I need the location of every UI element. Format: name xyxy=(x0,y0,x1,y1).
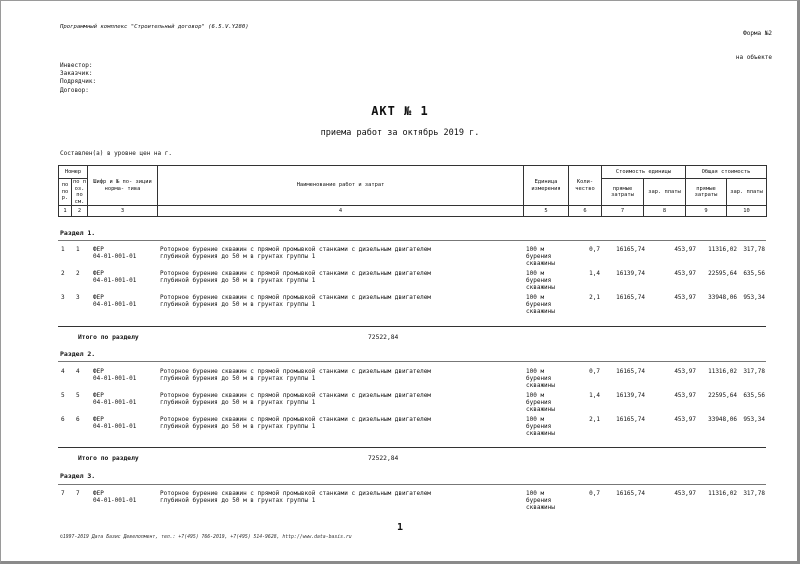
row-unit-3: скважины xyxy=(526,430,555,437)
header-total-cost: Общая стоимость xyxy=(686,166,767,179)
row-unit-3: скважины xyxy=(526,504,555,511)
row-qty: 0,7 xyxy=(589,490,600,497)
header-number: Номер xyxy=(59,166,88,179)
price-level-note: Составлен(а) в уровне цен на г. xyxy=(60,150,172,157)
row-unit xyxy=(526,490,555,511)
row-name xyxy=(160,294,431,308)
row-unit-2: бурения xyxy=(526,497,552,504)
table-row xyxy=(58,490,766,512)
row-poz: 1 xyxy=(76,246,80,253)
row-wages-total: 953,34 xyxy=(743,294,765,301)
row-poz: 4 xyxy=(76,368,80,375)
row-name xyxy=(160,416,431,430)
row-name xyxy=(160,490,431,504)
row-code-1: ФЕР xyxy=(93,392,104,399)
row-por: 5 xyxy=(61,392,65,399)
row-wages-total: 317,78 xyxy=(743,368,765,375)
row-qty: 1,4 xyxy=(589,270,600,277)
row-name-1: Роторное бурение скважин с прямой промывкой станками с дизельным двигателем xyxy=(160,246,431,253)
row-code xyxy=(93,294,136,308)
investor-label: Инвестор: xyxy=(60,62,93,69)
row-name-2: глубиной бурения до 50 м в грунтах группы 1 xyxy=(160,277,316,284)
row-direct: 16165,74 xyxy=(616,416,645,423)
row-direct-total: 11316,02 xyxy=(708,490,737,497)
row-unit-1: 100 м xyxy=(526,392,545,399)
row-unit-1: 100 м xyxy=(526,270,545,277)
col-num-6: 6 xyxy=(569,206,602,217)
form-number: Форма №2 xyxy=(743,30,772,37)
header-unit: Единица измерения xyxy=(524,166,569,206)
row-code-2: 04-01-001-01 xyxy=(93,497,137,504)
row-unit-3: скважины xyxy=(526,284,555,291)
act-title: АКТ № 1 xyxy=(371,104,429,118)
row-unit-1: 100 м xyxy=(526,294,545,301)
row-code xyxy=(93,368,136,382)
col-num-3: 3 xyxy=(88,206,158,217)
row-wages: 453,97 xyxy=(674,416,696,423)
header-unit-cost: Стоимость единицы xyxy=(602,166,686,179)
row-unit-1: 100 м xyxy=(526,490,545,497)
row-name-2: глубиной бурения до 50 м в грунтах группы 1 xyxy=(160,301,316,308)
section-title: Раздел 1. xyxy=(60,229,96,237)
header-direct-costs: прямые затраты xyxy=(602,179,644,206)
row-code xyxy=(93,490,136,504)
col-num-8: 8 xyxy=(644,206,686,217)
row-code-2: 04-01-001-01 xyxy=(93,301,137,308)
row-code-1: ФЕР xyxy=(93,294,104,301)
row-unit xyxy=(526,246,555,267)
header-po-por: по по р. xyxy=(59,179,72,206)
row-por: 1 xyxy=(61,246,65,253)
row-unit xyxy=(526,368,555,389)
col-num-2: 2 xyxy=(72,206,88,217)
section-title: Раздел 3. xyxy=(60,472,96,480)
row-wages-total: 317,78 xyxy=(743,490,765,497)
header-wages-total: зар. платы xyxy=(727,179,767,206)
col-num-7: 7 xyxy=(602,206,644,217)
table-row xyxy=(58,416,766,438)
row-unit-1: 100 м xyxy=(526,246,545,253)
row-name-1: Роторное бурение скважин с прямой промывкой станками с дизельным двигателем xyxy=(160,294,431,301)
row-por: 2 xyxy=(61,270,65,277)
row-code-1: ФЕР xyxy=(93,368,104,375)
row-poz: 6 xyxy=(76,416,80,423)
divider xyxy=(58,240,766,241)
divider xyxy=(58,361,766,362)
contractor-label: Подрядчик: xyxy=(60,78,97,86)
row-wages: 453,97 xyxy=(674,368,696,375)
row-name-1: Роторное бурение скважин с прямой промывкой станками с дизельным двигателем xyxy=(160,392,431,399)
row-unit-2: бурения xyxy=(526,375,552,382)
row-name-1: Роторное бурение скважин с прямой промывкой станками с дизельным двигателем xyxy=(160,270,431,277)
row-wages: 453,97 xyxy=(674,392,696,399)
row-name xyxy=(160,392,431,406)
table-row xyxy=(58,392,766,414)
row-code-1: ФЕР xyxy=(93,270,104,277)
row-direct-total: 33948,06 xyxy=(708,294,737,301)
row-qty: 2,1 xyxy=(589,294,600,301)
col-num-9: 9 xyxy=(686,206,727,217)
row-qty: 1,4 xyxy=(589,392,600,399)
row-unit xyxy=(526,392,555,413)
row-unit-2: бурения xyxy=(526,399,552,406)
row-unit xyxy=(526,294,555,315)
row-direct: 16165,74 xyxy=(616,368,645,375)
table-row xyxy=(58,246,766,268)
row-unit-2: бурения xyxy=(526,301,552,308)
row-name-1: Роторное бурение скважин с прямой промывкой станками с дизельным двигателем xyxy=(160,368,431,375)
divider xyxy=(58,447,766,448)
row-code-1: ФЕР xyxy=(93,416,104,423)
header-code: Шифр и № по- зиции норма- тива xyxy=(88,166,158,206)
row-direct-total: 22595,64 xyxy=(708,270,737,277)
header-quantity: Коли- чество xyxy=(569,166,602,206)
footer-copyright: ©1997-2019 Дата Базис Девелопмент, тел.: +7(495) 766-2019, +7(495) 514-9628, http://www.data-basis.ru xyxy=(60,535,352,540)
section-total-value: 72522,84 xyxy=(368,455,399,462)
row-unit-2: бурения xyxy=(526,253,552,260)
row-name-2: глубиной бурения до 50 м в грунтах группы 1 xyxy=(160,423,316,430)
row-code xyxy=(93,392,136,406)
row-unit-3: скважины xyxy=(526,382,555,389)
row-unit-3: скважины xyxy=(526,260,555,267)
row-name-1: Роторное бурение скважин с прямой промывкой станками с дизельным двигателем xyxy=(160,490,431,497)
section-total-value: 72522,84 xyxy=(368,334,399,341)
row-poz: 2 xyxy=(76,270,80,277)
row-qty: 0,7 xyxy=(589,246,600,253)
row-code xyxy=(93,270,136,284)
row-name xyxy=(160,368,431,382)
table-row xyxy=(58,368,766,390)
row-wages: 453,97 xyxy=(674,294,696,301)
row-unit-1: 100 м xyxy=(526,368,545,375)
row-name-1: Роторное бурение скважин с прямой промывкой станками с дизельным двигателем xyxy=(160,416,431,423)
row-unit xyxy=(526,270,555,291)
table-row xyxy=(58,294,766,316)
section-title: Раздел 2. xyxy=(60,350,96,358)
table-header xyxy=(58,165,767,217)
row-wages-total: 635,56 xyxy=(743,270,765,277)
row-por: 6 xyxy=(61,416,65,423)
row-code xyxy=(93,416,136,430)
row-code xyxy=(93,246,136,260)
section-total-label: Итого по разделу xyxy=(78,334,139,341)
row-unit-2: бурения xyxy=(526,277,552,284)
col-num-1: 1 xyxy=(59,206,72,217)
header-direct-costs-total: прямые затраты xyxy=(686,179,727,206)
divider xyxy=(58,326,766,327)
row-code-2: 04-01-001-01 xyxy=(93,253,137,260)
row-unit-3: скважины xyxy=(526,406,555,413)
header-po-poz: по п оз. по см. xyxy=(73,179,86,205)
row-unit-3: скважины xyxy=(526,308,555,315)
divider xyxy=(58,484,766,485)
row-por: 3 xyxy=(61,294,65,301)
row-name-2: глубиной бурения до 50 м в грунтах группы 1 xyxy=(160,497,316,504)
row-poz: 5 xyxy=(76,392,80,399)
row-code-2: 04-01-001-01 xyxy=(93,375,137,382)
row-direct: 16165,74 xyxy=(616,294,645,301)
row-poz: 7 xyxy=(76,490,80,497)
header-name: Наименование работ и затрат xyxy=(158,166,524,206)
row-direct-total: 11316,02 xyxy=(708,368,737,375)
row-qty: 2,1 xyxy=(589,416,600,423)
row-qty: 0,7 xyxy=(589,368,600,375)
row-code-2: 04-01-001-01 xyxy=(93,423,137,430)
row-code-2: 04-01-001-01 xyxy=(93,399,137,406)
row-wages-total: 953,34 xyxy=(743,416,765,423)
row-code-2: 04-01-001-01 xyxy=(93,277,137,284)
row-code-1: ФЕР xyxy=(93,490,104,497)
col-num-5: 5 xyxy=(524,206,569,217)
table-row xyxy=(58,270,766,292)
row-name xyxy=(160,270,431,284)
row-wages: 453,97 xyxy=(674,270,696,277)
row-name-2: глубиной бурения до 50 м в грунтах группы 1 xyxy=(160,375,316,382)
row-wages-total: 635,56 xyxy=(743,392,765,399)
row-wages-total: 317,78 xyxy=(743,246,765,253)
row-direct: 16139,74 xyxy=(616,270,645,277)
col-num-4: 4 xyxy=(158,206,524,217)
row-direct: 16139,74 xyxy=(616,392,645,399)
row-direct: 16165,74 xyxy=(616,490,645,497)
col-num-10: 10 xyxy=(727,206,767,217)
header-wages: зар. платы xyxy=(644,179,686,206)
row-por: 7 xyxy=(61,490,65,497)
row-por: 4 xyxy=(61,368,65,375)
row-direct: 16165,74 xyxy=(616,246,645,253)
row-name-2: глубиной бурения до 50 м в грунтах группы 1 xyxy=(160,253,316,260)
row-direct-total: 33948,06 xyxy=(708,416,737,423)
parties-block xyxy=(60,62,96,95)
contract-label: Договор: xyxy=(60,86,89,94)
page-number: 1 xyxy=(396,522,404,533)
object-label: на объекте xyxy=(735,54,772,61)
row-unit xyxy=(526,416,555,437)
section-total-label: Итого по разделу xyxy=(78,455,139,462)
row-wages: 453,97 xyxy=(674,490,696,497)
row-code-1: ФЕР xyxy=(93,246,104,253)
row-unit-1: 100 м xyxy=(526,416,545,423)
row-wages: 453,97 xyxy=(674,246,696,253)
row-direct-total: 22595,64 xyxy=(708,392,737,399)
customer-label: Заказчик: xyxy=(60,70,93,78)
row-name-2: глубиной бурения до 50 м в грунтах группы 1 xyxy=(160,399,316,406)
program-name: Программный комплекс "Строительный договор" (6.5.V.Y280) xyxy=(60,24,249,30)
act-subtitle: приема работ за октябрь 2019 г. xyxy=(320,128,480,138)
row-direct-total: 11316,02 xyxy=(708,246,737,253)
row-poz: 3 xyxy=(76,294,80,301)
row-name xyxy=(160,246,431,260)
row-unit-2: бурения xyxy=(526,423,552,430)
